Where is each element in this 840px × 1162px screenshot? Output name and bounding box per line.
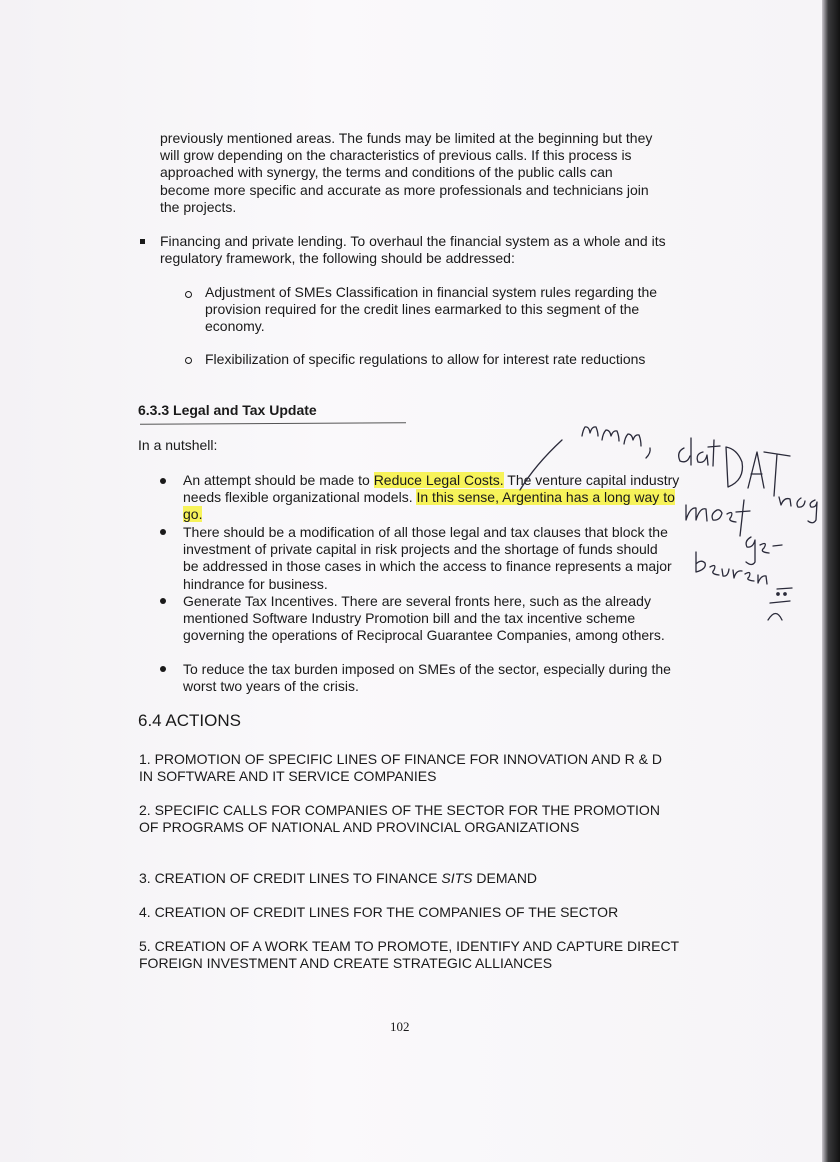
bullet-tax-burden: To reduce the tax burden imposed on SMEs of the sector, especially during the worst two years of the crisis. bbox=[183, 661, 671, 695]
highlighted-text: In this sense, Argentina has a long way to go. bbox=[183, 489, 675, 523]
action-text-italic: SITS bbox=[441, 870, 473, 886]
action-text: 3. CREATION OF CREDIT LINES TO FINANCE bbox=[139, 870, 442, 886]
action-item-5: 5. CREATION OF A WORK TEAM TO PROMOTE, IDENTIFY AND CAPTURE DIRECT FOREIGN INVESTMENT AND CREATE STRATEGIC ALLIANCES bbox=[139, 938, 679, 972]
bullet-text: An attempt should be made to bbox=[183, 472, 374, 488]
action-text: DEMAND bbox=[472, 870, 538, 886]
action-item-4: 4. CREATION OF CREDIT LINES FOR THE COMPANIES OF THE SECTOR bbox=[139, 904, 619, 920]
highlighted-text: Reduce Legal Costs. bbox=[373, 472, 504, 488]
financing-item: Financing and private lending. To overhaul the financial system as a whole and its regulatory framework, the following should be addressed: bbox=[160, 233, 666, 267]
financing-subitem-1: Adjustment of SMEs Classification in financial system rules regarding the provision required for the credit lines earmarked to this segment of the economy. bbox=[205, 284, 658, 335]
financing-subitem-2: Flexibilization of specific regulations to allow for interest rate reductions bbox=[205, 351, 646, 367]
bullet-tax-incentives: Generate Tax Incentives. There are several fronts here, such as the already mentioned Software Industry Promotion bill and the tax incentive scheme governing the operations of Reciprocal Guarantee Companies, among others. bbox=[183, 593, 665, 644]
section-heading-633: 6.3.3 Legal and Tax Update bbox=[138, 402, 317, 418]
scanner-edge bbox=[822, 0, 840, 1162]
bullet-legal-clauses: There should be a modification of all those legal and tax clauses that block the investment of private capital in risk projects and the shortage of funds should be addressed in those cases in which the access to finance represents a major hindrance for business. bbox=[183, 524, 672, 592]
section-intro: In a nutshell: bbox=[138, 437, 218, 453]
bullet-text: The venture capital industry needs flexible organizational models. bbox=[183, 472, 680, 506]
intro-paragraph: previously mentioned areas. The funds may be limited at the beginning but they will grow depending on the characteristics of previous calls. If this process is approached with synergy, the terms and conditions of the public calls can become more specific and accurate as more professionals and technicians join the projects. bbox=[160, 130, 653, 215]
page-number: 102 bbox=[390, 1019, 410, 1034]
section-heading-64: 6.4 ACTIONS bbox=[138, 711, 241, 730]
action-item-1: 1. PROMOTION OF SPECIFIC LINES OF FINANCE FOR INNOVATION AND R & D IN SOFTWARE AND IT SERVICE COMPANIES bbox=[139, 751, 662, 785]
action-item-3 bbox=[139, 870, 679, 887]
action-item-2: 2. SPECIFIC CALLS FOR COMPANIES OF THE SECTOR FOR THE PROMOTION OF PROGRAMS OF NATIONAL AND PROVINCIAL ORGANIZATIONS bbox=[139, 802, 660, 836]
